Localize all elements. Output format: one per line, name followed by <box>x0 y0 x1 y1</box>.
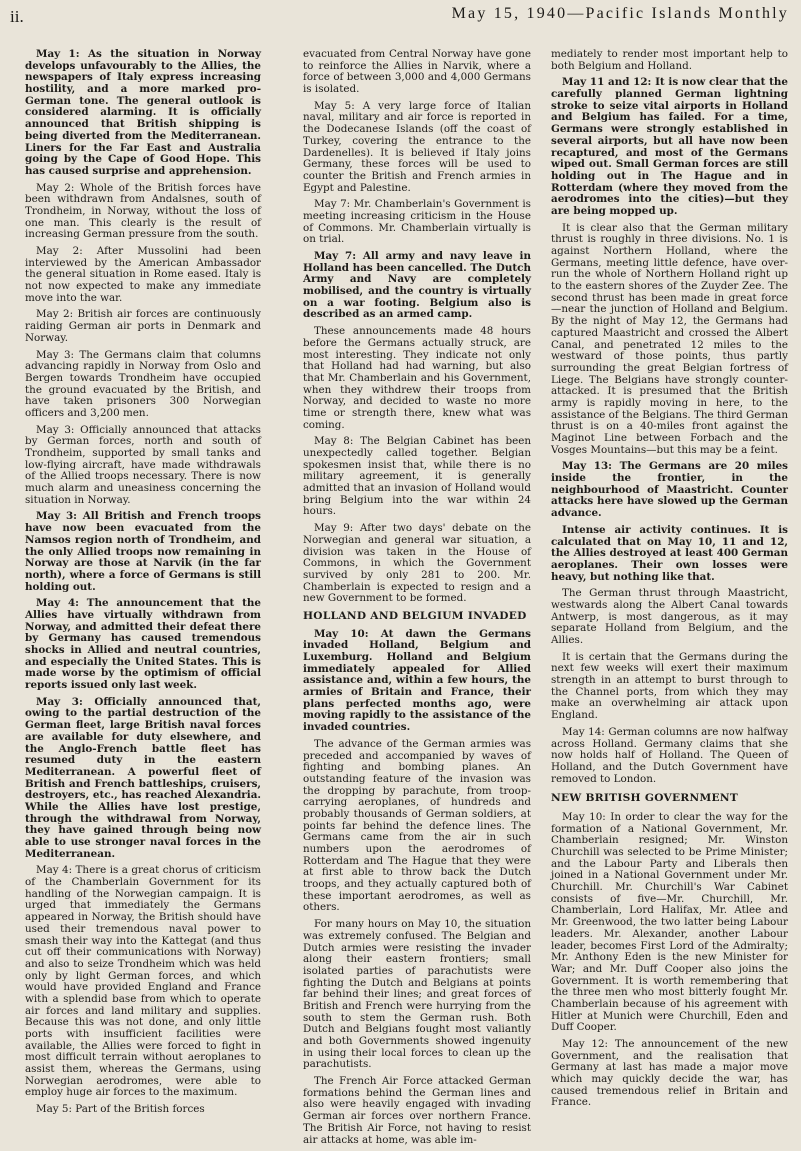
news-paragraph: May 3: All British and French troops have now been evacuated from the Namsos region north of Trondheim, and the only Allied troops now remaining in Norway are those at Narvik (in the far north), where a force of Germans is still holding out. <box>25 510 261 593</box>
column-3 <box>551 49 788 1114</box>
column-2 <box>303 49 531 1151</box>
news-paragraph: The French Air Force attacked German formations behind the German lines and also were heavily engaged with invading German air forces over northern France. The British Air Force, not having to resist air attacks at home, was able im- <box>303 1075 531 1146</box>
news-paragraph: May 8: The Belgian Cabinet has been unexpectedly called together. Belgian spokesmen insist that, while there is no military agreement, it is generally admitted that an invasion of Holland would bring Belgium into the war within 24 hours. <box>303 435 531 518</box>
news-paragraph: The advance of the German armies was preceded and accompanied by waves of fighting and bombing planes. An outstanding feature of the invasion was the dropping by parachute, from troop-carrying aeroplanes, of hundreds and probably thousands of German soldiers, at points far behind the defence lines. The Germans came from the air in such numbers upon the aerodromes of Rotterdam and The Hague that they were at first able to throw back the Dutch troops, and they actually captured both of these important aerodromes, as well as others. <box>303 737 531 914</box>
page-number: ii. <box>10 7 24 26</box>
news-paragraph: May 5: Part of the British forces <box>36 1103 205 1116</box>
news-paragraph: The German thrust through Maastricht, westwards along the Albert Canal towards Antwerp, is most dangerous, as it may separate Holland from Belgium, and the Allies. <box>551 587 788 646</box>
news-paragraph: It is clear also that the German military thrust is roughly in three divisions. No. 1 is against Northern Holland, where the Germans, meeting little defence, have over-run the whole of Northern Holland right up to the eastern shores of the Zuyder Zee. The second thrust has been made in great force—near the junction of Holland and Belgium. By the night of May 12, the Germans had captured Maastricht and crossed the Albert Canal, and penetrated 12 miles to the westward of those points, thus partly surrounding the great Belgian fortress of Liege. The Belgians have strongly counter-attacked. It is presumed that the British army is rapidly moving in here, to the assistance of the Belgians. The third German thrust is on a 40-miles front against the Maginot Line between Forbach and the Vosges Mountains—but this may be a feint. <box>551 221 788 456</box>
news-paragraph: May 2: Whole of the British forces have been withdrawn from Andalsnes, south of Trondheim, in Norway, without the loss of one man. This clearly is the result of increasing German pressure from the south. <box>25 181 261 241</box>
news-paragraph: May 3: Officially announced that attacks by German forces, north and south of Trondheim, supported by small tanks and low-flying aircraft, have made withdrawals of the Allied troops necessary. There is now much alarm and uneasiness concerning the situation in Norway. <box>25 423 261 506</box>
news-paragraph: May 10: In order to clear the way for the formation of a National Government, Mr. Chamberlain resigned; Mr. Winston Churchill was selected to be Prime Minister; and the Labour Party and Liberals then joined in a National Government under Mr. Churchill. Mr. Churchill's War Cabinet consists of five—Mr. Churchill, Mr. Chamberlain, Lord Halifax, Mr. Atlee and Mr. Greenwood, the two latter being Labour leaders. Mr. Alexander, another Labour leader, becomes First Lord of the Admiralty; Mr. Anthony Eden is the new Minister for War; and Mr. Duff Cooper also joins the Government. It is worth remembering that the three men who most bitterly fought Mr. Chamberlain because of his agreement with Hitler at Munich were Churchill, Eden and Duff Cooper. <box>551 810 788 1034</box>
news-paragraph: May 11 and 12: It is now clear that the carefully planned German lightning stroke to seize vital airports in Holland and Belgium has failed. For a time, Germans were strongly established in several airports, but all have now been recaptured, and most of the Germans wiped out. Small German forces are still holding out in The Hague and in Rotterdam (where they moved from the aerodromes into the cities)—but they are being mopped up. <box>551 76 788 217</box>
news-paragraph: May 2: British air forces are continuously raiding German air ports in Denmark and Norway. <box>25 308 261 344</box>
section-heading: HOLLAND AND BELGIUM INVADED <box>303 609 527 622</box>
news-paragraph: evacuated from Central Norway have gone to reinforce the Allies in Narvik, where a force of between 3,000 and 4,000 Germans is isolated. <box>303 48 531 96</box>
news-paragraph: It is certain that the Germans during the next few weeks will exert their maximum strength in an attempt to burst through to the Channel ports, from which they may make an overwhelming air attack upon England. <box>551 650 788 722</box>
news-paragraph: May 13: The Germans are 20 miles inside the frontier, in the neighbourhood of Maastricht. Counter attacks here have slowed up the German advance. <box>551 460 788 520</box>
column-1 <box>25 49 261 1121</box>
news-paragraph: May 7: Mr. Chamberlain's Government is meeting increasing criticism in the House of Commons. Mr. Chamberlain virtually is on trial. <box>303 198 531 246</box>
news-paragraph: May 4: The announcement that the Allies have virtually withdrawn from Norway, and admitted their defeat there by Germany has caused tremendous shocks in Allied and neutral countries, and especially the United States. This is made worse by the optimism of official reports issued only last week. <box>25 597 261 692</box>
news-paragraph: May 10: At dawn the Germans invaded Holland, Belgium and Luxemburg. Holland and Belgium immediately appealed for Allied assistance and, within a few hours, the armies of Britain and France, their plans perfected months ago, were moving rapidly to the assistance of the invaded countries. <box>303 627 531 734</box>
news-paragraph: These announcements made 48 hours before the Germans actually struck, are most interesting. They indicate not only that Holland had had warning, but also that Mr. Chamberlain and his Government, when they withdrew their troops from Norway, and decided to waste no more time or strength there, knew what was coming. <box>303 325 531 431</box>
page-header <box>10 3 791 31</box>
news-paragraph: May 4: There is a great chorus of criticism of the Chamberlain Government for its handling of the Norwegian campaign. It is urged that immediately the Germans appeared in Norway, the British should have used their tremendous naval power to smash their way into the Kattegat (and thus cut off their communications with Norway) and also to seize Trondheim which was held only by light German forces, and which would have provided England and France with a splendid base from which to operate air forces and land military and supplies. Because this was not done, and only little ports with insufficient facilities were available, the Allies were forced to fight in most difficult terrain without aeroplanes to assist them, whereas the Germans, using Norwegian aerodromes, were able to employ huge air forces to the maximum. <box>25 864 261 1099</box>
news-paragraph: For many hours on May 10, the situation was extremely confused. The Belgian and Dutch armies were resisting the invader along their eastern frontiers; small isolated parties of parachutists were fighting the Dutch and Belgians at points far behind their lines; and great forces of British and French were hurrying from the south to stem the German rush. Both Dutch and Belgians fought most valiantly and both Governments showed ingenuity in using their local forces to clean up the parachutists. <box>303 918 531 1071</box>
news-paragraph: May 3: The Germans claim that columns advancing rapidly in Norway from Oslo and Bergen towards Trondheim have occupied the ground evacuated by the British, and have taken prisoners 300 Norwegian officers and 3,200 men. <box>25 348 261 419</box>
news-paragraph: May 7: All army and navy leave in Holland has been cancelled. The Dutch Army and Navy are completely mobilised, and the country is virtually on a war footing. Belgium also is described as an armed camp. <box>303 250 531 321</box>
news-paragraph: May 2: After Mussolini had been interviewed by the American Ambassador the general situation in Rome eased. Italy is not now expected to make any immediate move into the war. <box>25 245 261 304</box>
running-title: May 15, 1940—Pacific Islands Monthly <box>451 5 789 22</box>
news-paragraph: May 5: A very large force of Italian naval, military and air force is reported in the Dodecanese Islands (off the coast of Turkey, covering the entrance to the Dardenelles). It is believed if Italy joins Germany, these forces will be used to counter the British and French armies in Egypt and Palestine. <box>303 99 531 194</box>
news-paragraph: May 9: After two days' debate on the Norwegian and general war situation, a division was taken in the House of Commons, in which the Government survived by only 281 to 200. Mr. Chamberlain is expected to resign and a new Government to be formed. <box>303 522 531 605</box>
news-paragraph: mediately to render most important help to both Belgium and Holland. <box>551 48 788 72</box>
news-paragraph: May 12: The announcement of the new Government, and the realisation that Germany at last has made a major move which may quickly decide the war, has caused tremendous relief in Britain and France. <box>551 1038 788 1109</box>
news-paragraph: May 14: German columns are now halfway across Holland. Germany claims that she now holds half of Holland. The Queen of Holland, and the Dutch Government have removed to London. <box>551 725 788 785</box>
news-paragraph: Intense air activity continues. It is calculated that on May 10, 11 and 12, the Allies destroyed at least 400 German aeroplanes. Their own losses were heavy, but nothing like that. <box>551 523 788 583</box>
section-heading: NEW BRITISH GOVERNMENT <box>551 792 739 805</box>
news-paragraph: May 1: As the situation in Norway develops unfavourably to the Allies, the newspapers of Italy express increasing hostility, and a more marked pro-German tone. The general outlook is considered alarming. It is officially announced that British shipping is being diverted from the Mediterranean. Liners for the Far East and Australia going by the Cape of Good Hope. This has caused surprise and apprehension. <box>25 48 261 177</box>
news-paragraph: May 3: Officially announced that, owing to the partial destruction of the German fleet, large British naval forces are available for duty elsewhere, and the Anglo-French battle fleet has resumed duty in the eastern Mediterranean. A powerful fleet of British and French battleships, cruisers, destroyers, etc., has reached Alexandria. While the Allies have lost prestige, through the withdrawal from Norway, they have gained through being now able to use stronger naval forces in the Mediterranean. <box>25 695 261 860</box>
